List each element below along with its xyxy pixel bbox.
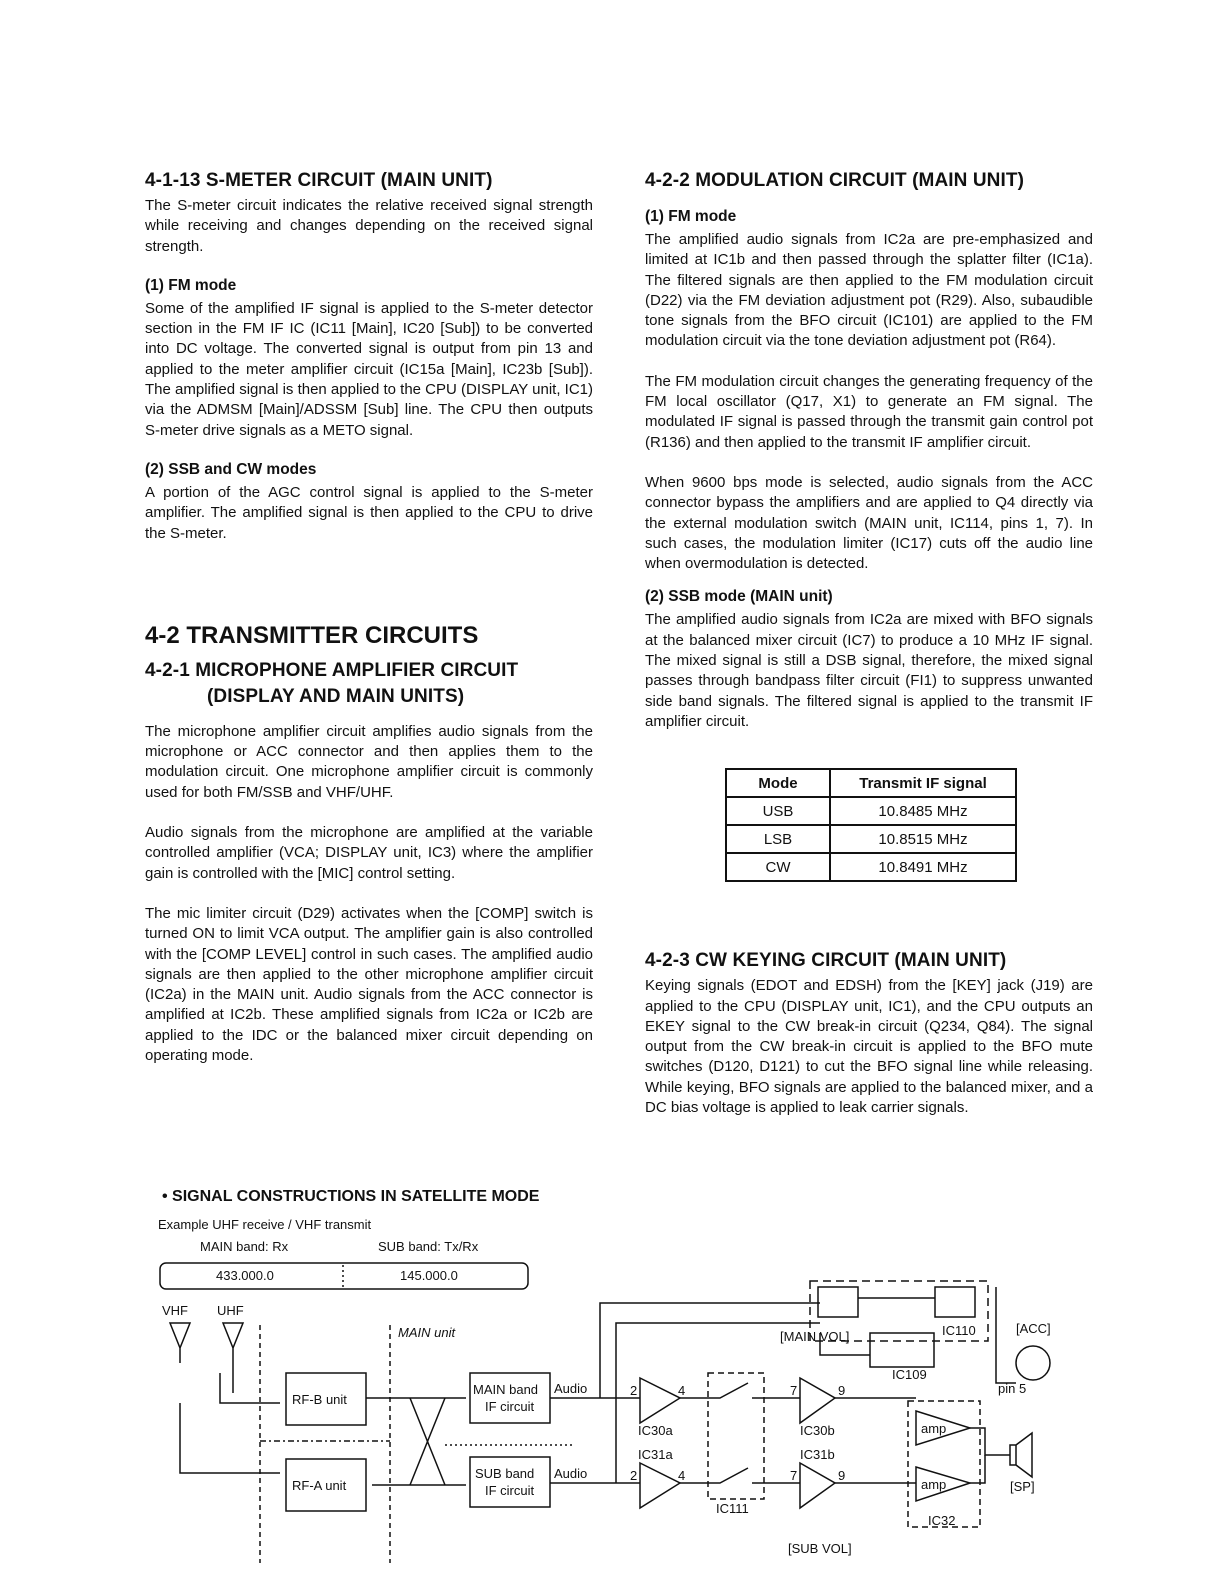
table-row xyxy=(726,853,1016,881)
uhf-label: UHF xyxy=(217,1303,244,1318)
table-cell-signal: 10.8515 MHz xyxy=(830,825,1016,853)
ic30b-pin9: 9 xyxy=(838,1383,846,1398)
ic110-label: IC110 xyxy=(942,1323,976,1338)
pin5-label: pin 5 xyxy=(998,1381,1027,1396)
main-vol-label: [MAIN VOL] xyxy=(780,1329,850,1344)
s-meter-intro: The S-meter circuit indicates the relative received signal strength while receiving and changes depending on the received signal strength. xyxy=(145,197,593,255)
transmit-if-table xyxy=(725,768,1017,882)
table-cell-mode: LSB xyxy=(726,825,830,853)
mic-amp-paragraph-2: Audio signals from the microphone are amplified at the variable controlled amplifier (VCA; DISPLAY unit, IC3) where the amplifier gain is controlled with the [MIC] control setting. xyxy=(145,824,593,882)
acc-label: [ACC] xyxy=(1016,1321,1051,1336)
uhf-antenna-icon xyxy=(223,1323,243,1393)
main-audio-label: Audio xyxy=(554,1381,588,1396)
cw-keying-body: Keying signals (EDOT and EDSH) from the [KEY] jack (J19) are applied to the CPU (DISPLAY unit, IC1), and the CPU outputs an EKEY signal to the CW break-in circuit (Q234, Q84). The signal output from the CW break-in circuit is applied to the BFO mute switches (D120, D121) to cut the BFO signal line while releasing. While keying, BFO signals are applied to the balanced mixer, and a DC bias voltage is applied to leak carrier signals. xyxy=(645,977,1093,1117)
main-unit-label: MAIN unit xyxy=(398,1325,456,1340)
vhf-to-rfa-line xyxy=(180,1403,280,1473)
uhf-to-rfb-line xyxy=(220,1373,280,1403)
section-title-cw-keying: 4-2-3 CW KEYING CIRCUIT (MAIN UNIT) xyxy=(645,950,1007,972)
table-header-signal: Transmit IF signal xyxy=(830,769,1016,797)
ic30b-amp xyxy=(800,1378,835,1423)
sp-line-top xyxy=(970,1428,1010,1455)
ic31a-pin2: 2 xyxy=(630,1468,638,1483)
table-cell-signal: 10.8485 MHz xyxy=(830,797,1016,825)
rf-b-label: RF-B unit xyxy=(292,1392,347,1407)
modulation-fm-heading: (1) FM mode xyxy=(645,208,737,225)
s-meter-ssb-heading: (2) SSB and CW modes xyxy=(145,460,317,478)
mic-amp-paragraph-3: The mic limiter circuit (D29) activates when the [COMP] switch is turned ON to limit VCA output. The amplifier gain is also controlled with the [COMP LEVEL] control in such cases. The amplified audio signals are then applied to the other microphone amplifier circuit (IC2a) in the MAIN unit. Audio signals from the ACC connector is amplified at IC2b. These amplified signals from IC2a or IC2b are applied to the IDC or the balanced mixer circuit depending on operating mode. xyxy=(145,904,593,1065)
s-meter-ssb-body: A portion of the AGC control signal is applied to the S-meter amplifier. The amplified signal is then applied to the CPU to drive the S-meter. xyxy=(145,483,593,542)
ic30a-label: IC30a xyxy=(638,1423,673,1438)
left-column xyxy=(145,170,593,1066)
table-cell-mode: CW xyxy=(726,853,830,881)
modulation-fm-paragraph-2: The FM modulation circuit changes the generating frequency of the FM local oscillator (Q17, X1) to generate an FM signal. The modulated IF signal is passed through the transmit gain control pot (R136) and then applied to the transmit IF amplifier circuit. xyxy=(645,372,1093,451)
s-meter-fm-heading: (1) FM mode xyxy=(145,276,237,294)
table-row xyxy=(726,825,1016,853)
ic111-switch-b xyxy=(680,1468,800,1483)
speaker-icon xyxy=(1010,1433,1032,1477)
modulation-ssb-heading: (2) SSB mode (MAIN unit) xyxy=(645,588,833,606)
table-header-mode: Mode xyxy=(726,769,830,797)
ic111-switch-a xyxy=(680,1383,800,1398)
section-title-modulation: 4-2-2 MODULATION CIRCUIT (MAIN UNIT) xyxy=(645,170,1024,191)
modulation-ssb-body: The amplified audio signals from IC2a are mixed with BFO signals at the balanced mixer circuit (IC7) to produce a 10 MHz IF signal. The mixed signal is still a DSB signal, therefore, the mixed signal passes through bandpass filter circuit (FI1) to suppress unwanted side band signals. The filtered signal is applied to the transmit IF amplifier circuit. xyxy=(645,611,1093,730)
table-cell-signal: 10.8491 MHz xyxy=(830,853,1016,881)
section-title-s-meter: 4-1-13 S-METER CIRCUIT (MAIN UNIT) xyxy=(145,170,493,191)
diagram-example: Example UHF receive / VHF transmit xyxy=(158,1217,372,1232)
ic110-switch-main xyxy=(818,1287,858,1317)
acc-connector-icon xyxy=(1016,1346,1050,1380)
ic30b-label: IC30b xyxy=(800,1423,835,1438)
sub-if-label-2: IF circuit xyxy=(485,1483,535,1498)
table-row xyxy=(726,797,1016,825)
ic111-label: IC111 xyxy=(716,1501,749,1516)
mic-amp-paragraph-1: The microphone amplifier circuit amplifies audio signals from the microphone or ACC connector and then applies them to the modulation circuit. One microphone amplifier circuit is commonly used for both FM/SSB and VHF/UHF. xyxy=(145,722,593,801)
ic31a-amp xyxy=(640,1463,680,1508)
ic110-switch-sub xyxy=(935,1287,975,1317)
section-title-mic-amp-line2: (DISPLAY AND MAIN UNITS) xyxy=(207,685,465,707)
sp-line-bottom xyxy=(970,1455,985,1483)
main-if-label-1: MAIN band xyxy=(473,1382,539,1397)
amp-label-bottom: amp xyxy=(921,1477,947,1492)
vhf-antenna-icon xyxy=(170,1323,190,1363)
acc-route xyxy=(996,1287,1016,1383)
ic30a-amp xyxy=(640,1378,680,1423)
main-band-label: MAIN band: Rx xyxy=(200,1239,289,1254)
sub-vol-label: [SUB VOL] xyxy=(788,1541,852,1556)
ic32-label: IC32 xyxy=(928,1513,956,1528)
ic109-label: IC109 xyxy=(892,1367,927,1382)
sub-frequency: 145.000.0 xyxy=(400,1268,458,1283)
amp-label-top: amp xyxy=(921,1421,947,1436)
sub-band-label: SUB band: Tx/Rx xyxy=(378,1239,479,1254)
right-column xyxy=(645,170,1093,1118)
section-title-transmitter: 4-2 TRANSMITTER CIRCUITS xyxy=(145,621,479,649)
ic31b-pin9: 9 xyxy=(838,1468,846,1483)
ic31b-label: IC31b xyxy=(800,1447,835,1462)
main-frequency: 433.000.0 xyxy=(216,1268,274,1283)
sub-band-if-box xyxy=(470,1457,550,1507)
ic109-box xyxy=(870,1333,934,1367)
diagram-title: • SIGNAL CONSTRUCTIONS IN SATELLITE MODE xyxy=(162,1188,540,1205)
ic30b-pin7: 7 xyxy=(790,1383,798,1398)
ic31b-amp xyxy=(800,1463,835,1508)
sub-audio-label: Audio xyxy=(554,1466,588,1481)
section-title-mic-amp: 4-2-1 MICROPHONE AMPLIFIER CIRCUIT xyxy=(145,659,519,681)
main-if-label-2: IF circuit xyxy=(485,1399,535,1414)
ic30a-pin2: 2 xyxy=(630,1383,638,1398)
ic30a-pin4: 4 xyxy=(678,1383,686,1398)
modulation-fm-paragraph-1: The amplified audio signals from IC2a are pre-emphasized and limited at IC1b and then passed through the splatter filter (IC1a). The filtered signals are then applied to the FM modulation circuit (D22) via the FM deviation adjustment pot (R29). Also, subaudible tone signals from the BFO circuit (IC101) are applied to the FM modulation circuit via the tone deviation adjustment pot (R64). xyxy=(645,231,1093,350)
ic31a-label: IC31a xyxy=(638,1447,673,1462)
modulation-fm-paragraph-3: When 9600 bps mode is selected, audio signals from the ACC connector bypass the amplifiers and are applied to Q4 directly via the external modulation switch (MAIN unit, IC114, pins 1, 7). In such cases, the modulation limiter (IC17) cuts off the audio line when overmodulation is detected. xyxy=(645,473,1093,573)
satellite-mode-diagram xyxy=(140,1183,1060,1573)
vhf-label: VHF xyxy=(162,1303,188,1318)
rf-a-label: RF-A unit xyxy=(292,1478,347,1493)
table-cell-mode: USB xyxy=(726,797,830,825)
ic111-box xyxy=(708,1373,764,1499)
s-meter-fm-body: Some of the amplified IF signal is applied to the S-meter detector section in the FM IF IC (IC11 [Main], IC20 [Sub]) to be converted into DC voltage. The converted signal is output from pin 13 and applied to the meter amplifier circuit (IC15a [Main], IC23b [Sub]). The amplified signal is then applied to the CPU (DISPLAY unit, IC1) via the ADMSM [Main]/ADSSM [Sub] line. The CPU then outputs S-meter drive signals as a METO signal. xyxy=(145,299,594,439)
main-band-if-box xyxy=(470,1373,550,1423)
sp-label: [SP] xyxy=(1010,1479,1035,1494)
sub-if-label-1: SUB band xyxy=(475,1466,535,1481)
ic31b-pin7: 7 xyxy=(790,1468,798,1483)
ic31a-pin4: 4 xyxy=(678,1468,686,1483)
